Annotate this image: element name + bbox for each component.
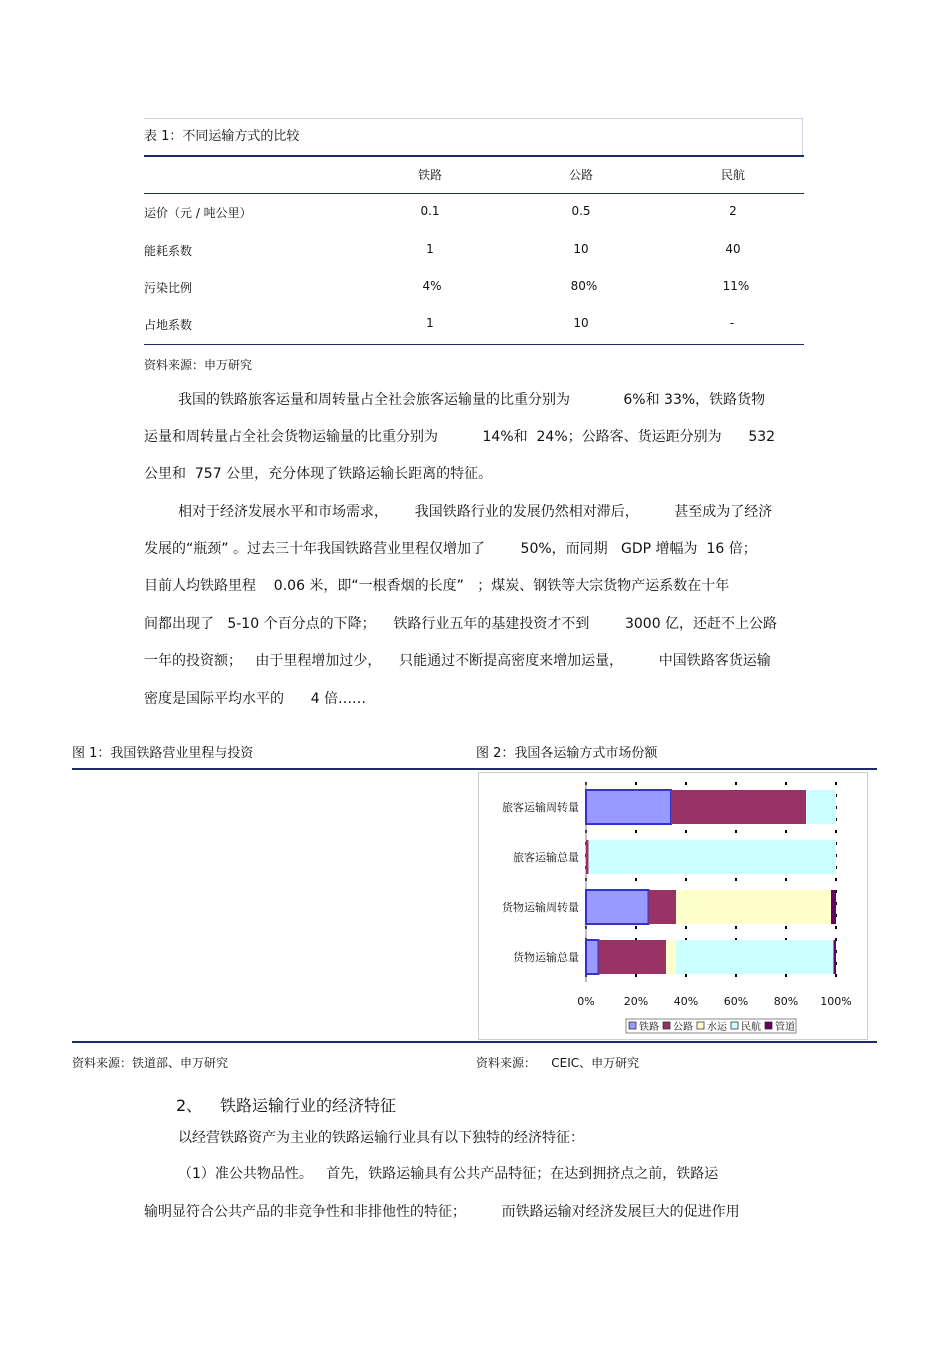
table-cell: 10 [573, 316, 589, 330]
paragraph-line: 运量和周转量占全社会货物运输量的比重分别为 14%和 24%；公路客、货运距分别为 532 [144, 429, 776, 445]
chart-bar [671, 790, 806, 824]
chart-bar [806, 790, 836, 824]
chart-category-label: 旅客运输总量 [513, 851, 579, 864]
chart-tick-label: 20% [623, 995, 649, 1008]
table-cell: 0.1 [420, 204, 440, 218]
chart-legend-label: 公路 [673, 1022, 693, 1033]
chart-bar [834, 940, 837, 974]
table-cell: 0.5 [571, 204, 591, 218]
chart-category-labels [502, 800, 579, 964]
table-cell: 80% [570, 279, 598, 293]
figure2-title: 图 2：我国各运输方式市场份额 [476, 746, 658, 761]
table-cell: - [729, 316, 735, 330]
chart-legend-swatch [629, 1022, 636, 1029]
chart-legend-swatch [697, 1022, 704, 1029]
chart-tick-label: 0% [577, 995, 595, 1008]
section-number: 2、 [176, 1096, 203, 1115]
chart-bar [586, 840, 589, 874]
chart-bar [586, 940, 599, 974]
table-cell: 10 [573, 242, 589, 256]
table-cell: 11% [722, 279, 750, 293]
section-intro: 以经营铁路资产为主业的铁路运输行业具有以下独特的经济特征： [178, 1130, 584, 1146]
table-source: 资料来源：申万研究 [144, 358, 253, 372]
paragraph-line: 输明显符合公共产品的非竞争性和非排他性的特征； 而铁路运输对经济发展巨大的促进作用 [144, 1204, 740, 1220]
chart-legend-label: 民航 [741, 1022, 761, 1033]
chart-bars [586, 790, 836, 974]
chart-category-label: 货物运输周转量 [502, 901, 579, 914]
chart-bar [586, 790, 671, 824]
chart-bar [666, 940, 676, 974]
paragraph-line: 相对于经济发展水平和市场需求， 我国铁路行业的发展仍然相对滞后， 甚至成为了经济 [178, 504, 773, 520]
table-title: 表 1：不同运输方式的比较 [144, 129, 300, 144]
table-top-rule [144, 155, 804, 157]
chart-legend-label: 水运 [707, 1022, 727, 1033]
paragraph-line: 发展的“瓶颈” 。过去三十年我国铁路营业里程仅增加了 50%，而同期 GDP 增幅为 16 倍； [144, 541, 757, 557]
table-cell: 1 [426, 316, 434, 330]
chart-legend-swatch [731, 1022, 738, 1029]
chart-bar [649, 890, 677, 924]
paragraph-line: 一年的投资额； 由于里程增加过少， 只能通过不断提高密度来增加运量， 中国铁路客货运输 [144, 653, 771, 669]
chart-legend-label: 管道 [775, 1022, 795, 1033]
table-cell: 1 [426, 242, 434, 256]
chart-bar [599, 940, 667, 974]
table-bottom-rule [144, 344, 804, 345]
chart-tick-label: 40% [673, 995, 699, 1008]
chart-bar [589, 840, 837, 874]
chart-bar [676, 940, 834, 974]
figures-top-rule [72, 768, 877, 770]
paragraph-line: 我国的铁路旅客运量和周转量占全社会旅客运输量的比重分别为 6%和 33%，铁路货物 [178, 392, 766, 408]
paragraph-line: 密度是国际平均水平的 4 倍…… [144, 691, 367, 707]
paragraph-line: 公里和 757 公里，充分体现了铁路运输长距离的特征。 [144, 466, 493, 482]
table-cell: 2 [729, 204, 737, 218]
chart-bar [831, 890, 836, 924]
chart-tick-label: 80% [773, 995, 799, 1008]
figure1-title: 图 1：我国铁路营业里程与投资 [72, 746, 254, 761]
chart-category-label: 货物运输总量 [513, 951, 579, 964]
paragraph-line: 目前人均铁路里程 0.06 米，即“一根香烟的长度” ；煤炭、钢铁等大宗货物产运系数在十年 [144, 578, 730, 594]
figure1-source: 资料来源：铁道部、申万研究 [72, 1056, 229, 1070]
chart-legend-label: 铁路 [639, 1022, 659, 1033]
table-row-label: 运价（元 / 吨公里） [144, 206, 252, 220]
chart-tick-label: 100% [820, 995, 852, 1008]
paragraph-line: （1）准公共物品性。 首先，铁路运输具有公共产品特征；在达到拥挤点之前，铁路运 [178, 1166, 719, 1182]
chart-bar [586, 890, 649, 924]
chart-tick-labels [577, 995, 851, 1008]
chart-legend-swatch [765, 1022, 772, 1029]
paragraph-line: 间都出现了 5-10 个百分点的下降； 铁路行业五年的基建投资才不到 3000 亿，还赶不上公路 [144, 616, 778, 632]
table-row-label: 占地系数 [144, 318, 193, 332]
table-header-road: 公路 [568, 168, 593, 182]
market-share-chart [478, 772, 868, 1040]
section-title: 铁路运输行业的经济特征 [220, 1096, 397, 1115]
table-cell: 40 [725, 242, 741, 256]
table-cell: 4% [422, 279, 442, 293]
chart-category-label: 旅客运输周转量 [502, 801, 579, 814]
table-row-label: 污染比例 [144, 281, 193, 295]
table-header-rule [144, 193, 804, 194]
table-row-label: 能耗系数 [144, 244, 193, 258]
chart-bar [676, 890, 831, 924]
table-header-air: 民航 [720, 168, 745, 182]
chart-legend-swatch [663, 1022, 670, 1029]
figure2-source: 资料来源： CEIC、申万研究 [476, 1056, 640, 1070]
table-header-rail: 铁路 [417, 168, 442, 182]
figures-bottom-rule [72, 1041, 877, 1043]
chart-tick-label: 60% [723, 995, 749, 1008]
